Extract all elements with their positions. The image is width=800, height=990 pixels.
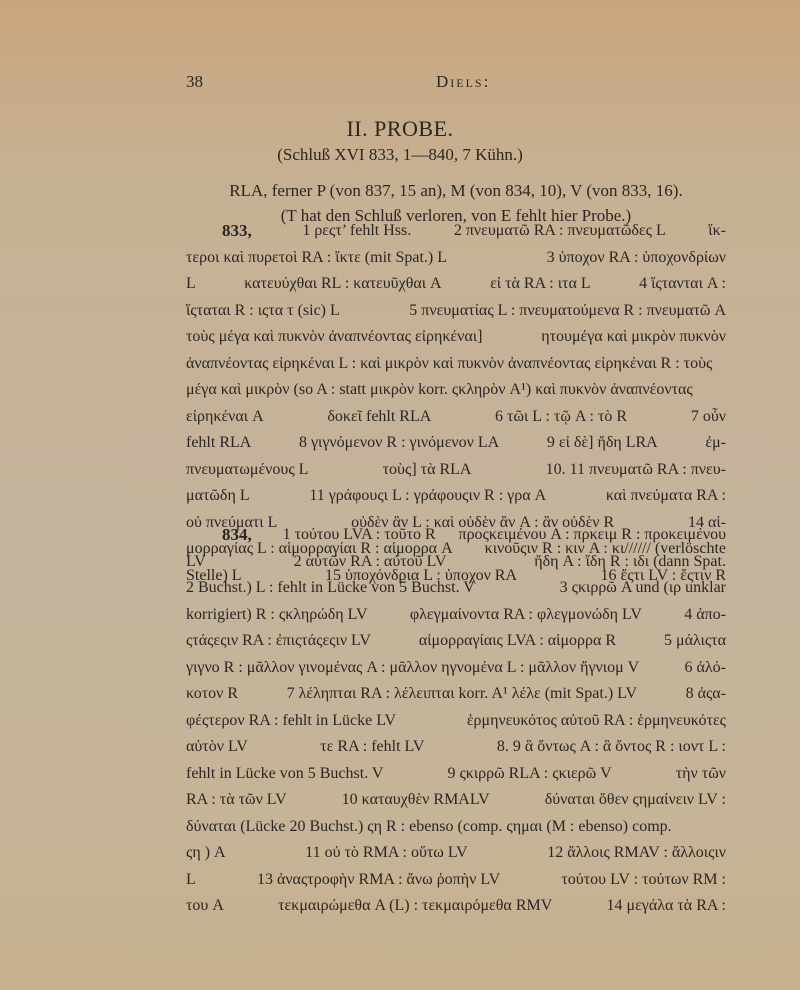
- variant-reading: 12 ἄλλοις RMAV : ἄλλοιςιν: [547, 844, 726, 861]
- variant-reading: ητουμέγα καὶ μικρὸν πυκνὸν: [541, 328, 726, 345]
- apparatus-line: [186, 893, 726, 920]
- apparatus-line: [186, 271, 726, 298]
- variant-reading: 9 ςκιρρῶ RLA : ςκιερῶ V: [447, 764, 612, 782]
- variant-reading: 14 μεγάλα τὰ RA :: [606, 897, 726, 914]
- apparatus-line: [186, 483, 726, 510]
- intro-line: RLA, ferner P (von 837, 15 an), M (von 834, 10), V (von 833, 16).: [229, 181, 683, 200]
- variant-reading: 11 γράφουςι L : γράφουςιν R : γρα A: [309, 487, 547, 504]
- variant-reading: 8 γιγνόμενον R : γινόμενον LA: [298, 434, 500, 451]
- variant-reading: ἴκ-: [708, 222, 726, 239]
- variant-reading: 6 τῶι L : τῷ A : τὸ R: [495, 407, 628, 425]
- apparatus-line: [186, 787, 726, 814]
- variant-reading: δύναται ὅθεν ςημαίνειν LV :: [544, 791, 726, 808]
- variant-reading: δοκεῖ fehlt RLA: [327, 407, 432, 425]
- variant-reading: 3 ὑποχον RA : ὑποχονδρίων: [546, 248, 726, 266]
- variant-reading: οὐ πνεύματι L: [186, 513, 278, 531]
- variant-reading: ςτάςεςιν RA : ἐπιςτάςεςιν LV: [186, 632, 371, 649]
- apparatus-line: [186, 840, 726, 867]
- apparatus-line: [186, 377, 726, 404]
- variant-reading: 9 εἰ δὲ] ἤδη LRA: [546, 434, 658, 451]
- variant-reading: οὐδὲν ἂν L : καὶ οὐδὲν ἂν A : ἂν οὐδὲν R: [351, 513, 615, 531]
- chapter-number: 833,: [222, 221, 252, 240]
- apparatus-line: [186, 549, 726, 576]
- variant-reading: κινοῦςιν R : κιν A : κι////// (verlöschte: [484, 540, 726, 557]
- variant-reading: 3 ςκιρρῶ A und (ιρ unklar: [559, 579, 726, 596]
- variant-reading: εἰρηκέναι A: [186, 407, 264, 425]
- variant-reading: 10 καταυχθὲν RMALV: [341, 791, 490, 808]
- variant-reading: 16 ἔςτι LV : ἔςτιν R: [600, 566, 726, 584]
- variant-reading: LV: [186, 552, 206, 570]
- variant-reading: αὐτὸν LV: [186, 738, 248, 755]
- variant-reading: ἵςταται R : ιςτα τ (sic) L: [186, 301, 340, 319]
- section-subtitle: (Schluß XVI 833, 1—840, 7 Kühn.): [277, 145, 523, 164]
- variant-reading: 8. 9 ἃ ὄντως A : ἃ ὄντος R : ιοντ L :: [496, 738, 726, 755]
- variant-reading: 14 αἱ-: [687, 513, 726, 531]
- page-number: 38: [186, 72, 203, 91]
- apparatus-line: [186, 324, 726, 351]
- variant-reading: καὶ πνεύματα RA :: [605, 487, 726, 504]
- apparatus-line: [186, 404, 726, 431]
- variant-reading: 4 ἵςτανται A :: [639, 275, 726, 292]
- apparatus-line: [186, 351, 726, 378]
- variant-reading: ἤδη A : ἴδη R : ιδι (dann Spat.: [534, 552, 726, 570]
- variant-reading: 7 οὖν: [690, 407, 726, 425]
- variant-reading: τεκμαιρώμεθα A (L) : τεκμαιρόμεθα RMV: [278, 897, 553, 914]
- variant-reading: μορραγίας L : αἱμορραγίαι R : αἱμορρα A: [186, 540, 453, 557]
- variant-reading: RA : τὰ τῶν LV: [186, 791, 287, 808]
- variant-reading: τὴν τῶν: [675, 764, 726, 782]
- variant-reading: Stelle) L: [186, 566, 242, 584]
- variant-reading: 13 ἀναςτροφὴν RMA : ἄνω ῥοπὴν LV: [256, 870, 501, 888]
- variant-reading: 15 ὑποχόνδρια L : ὑποχον RA: [325, 566, 518, 584]
- apparatus-line: [186, 681, 726, 708]
- apparatus-line: [186, 245, 726, 272]
- variant-reading: fehlt RLA: [186, 434, 252, 451]
- variant-reading: 1 τούτου LVA : τοῦτο R: [282, 526, 436, 543]
- apparatus-line: [186, 298, 726, 325]
- variant-reading: τε RA : fehlt LV: [320, 738, 425, 755]
- variant-reading: φλεγμαίνοντα RA : φλεγμονώδη LV: [409, 605, 642, 623]
- variant-reading: κατευύχθαι RL : κατευῦχθαι A: [244, 275, 442, 292]
- variant-reading: 8 ἀςα-: [685, 685, 726, 702]
- variant-reading: ἑρμηνευκότος αὐτοῦ RA : ἑρμηνευκότες: [466, 711, 726, 729]
- variant-reading: τούτου LV : τούτων RM :: [561, 870, 726, 888]
- apparatus-line: [186, 708, 726, 735]
- running-title: Diels:: [436, 72, 491, 91]
- apparatus-line: [186, 814, 726, 841]
- variant-reading: προςκειμένου A : πρκειμ R : προκειμένου: [458, 526, 726, 543]
- chapter-number: 834,: [222, 525, 252, 544]
- variant-reading: 5 πνευματίας L : πνευματούμενα R : πνευματῶ A: [409, 301, 726, 319]
- apparatus-line: [186, 602, 726, 629]
- section-title: II. PROBE.: [346, 116, 454, 141]
- variant-reading: 11 οὐ τὸ RMA : οὕτω LV: [305, 844, 468, 861]
- apparatus-line: [186, 655, 726, 682]
- variant-reading: L: [186, 275, 196, 292]
- variant-reading: 1 ρεςτ’ fehlt Hss.: [302, 222, 412, 239]
- variant-reading: εἰ τὰ RA : ιτα L: [490, 275, 591, 292]
- apparatus-834: [186, 522, 726, 920]
- apparatus-line: [186, 430, 726, 457]
- variant-reading: 2 Buchst.) L : fehlt in Lücke von 5 Buchst. V: [186, 579, 475, 596]
- variant-reading: 5 μάλιςτα: [664, 632, 726, 649]
- variant-reading: του A: [186, 897, 224, 914]
- variant-reading: γιγνο R : μᾶλλον γινομένας A : μᾶλλον ηγνομένα L : μᾶλλον ἤγνιομ V: [186, 658, 640, 676]
- variant-reading: korrigiert) R : ςκληρώδη LV: [186, 605, 368, 623]
- apparatus-line: [186, 761, 726, 788]
- variant-reading: ἀναπνέοντας εἰρηκέναι L : καὶ μικρὸν καὶ πυκνὸν ἀναπνέοντας εἰρηκέναι R : τοὺς: [186, 354, 713, 372]
- apparatus-line: [186, 522, 726, 549]
- variant-reading: L: [186, 870, 196, 888]
- intro-line: (T hat den Schluß verloren, von E fehlt hier Probe.): [280, 206, 632, 225]
- variant-reading: ςη ) A: [186, 844, 226, 861]
- variant-reading: fehlt in Lücke von 5 Buchst. V: [186, 764, 384, 782]
- variant-reading: 4 ἀπο-: [684, 605, 726, 623]
- variant-reading: 2 πνευματῶ RA : πνευματῶδες L: [453, 222, 666, 239]
- variant-reading: 2 αὐτῶν RA : αὐτοῦ LV: [293, 552, 447, 570]
- apparatus-line: [186, 867, 726, 894]
- variant-reading: 10. 11 πνευματῶ RA : πνευ-: [545, 460, 726, 478]
- variant-reading: δύναται (Lücke 20 Buchst.) ςη R : ebenso (comp. ςημαι (M : ebenso) comp.: [186, 817, 672, 835]
- apparatus-line: [186, 575, 726, 602]
- variant-reading: 7 λέληπται RA : λέλειπται korr. A¹ λέλε (mit Spat.) LV: [286, 685, 637, 702]
- variant-reading: πνευματωμένους L: [186, 460, 309, 478]
- apparatus-line: [186, 628, 726, 655]
- apparatus-line: [186, 457, 726, 484]
- apparatus-line: [186, 218, 726, 245]
- variant-reading: τεροι καὶ πυρετοὶ RA : ἴκτε (mit Spat.) L: [186, 248, 447, 266]
- variant-reading: 6 ἀλό-: [684, 658, 726, 676]
- variant-reading: τοὺς μέγα καὶ πυκνὸν ἀναπνέοντας εἰρηκέναι]: [186, 328, 483, 345]
- apparatus-line: [186, 734, 726, 761]
- variant-reading: μέγα καὶ μικρὸν (so A : statt μικρὸν korr. ςκληρὸν A¹) καὶ πυκνὸν ἀναπνέοντας: [186, 381, 693, 398]
- variant-reading: τοὺς] τὰ RLA: [382, 460, 472, 478]
- variant-reading: φέςτερον RA : fehlt in Lücke LV: [186, 711, 397, 729]
- variant-reading: κοτον R: [186, 685, 239, 702]
- variant-reading: ματῶδη L: [186, 487, 250, 504]
- variant-reading: ἐμ-: [705, 434, 726, 451]
- variant-reading: αἱμορραγίαις LVA : αἱμορρα R: [418, 632, 617, 649]
